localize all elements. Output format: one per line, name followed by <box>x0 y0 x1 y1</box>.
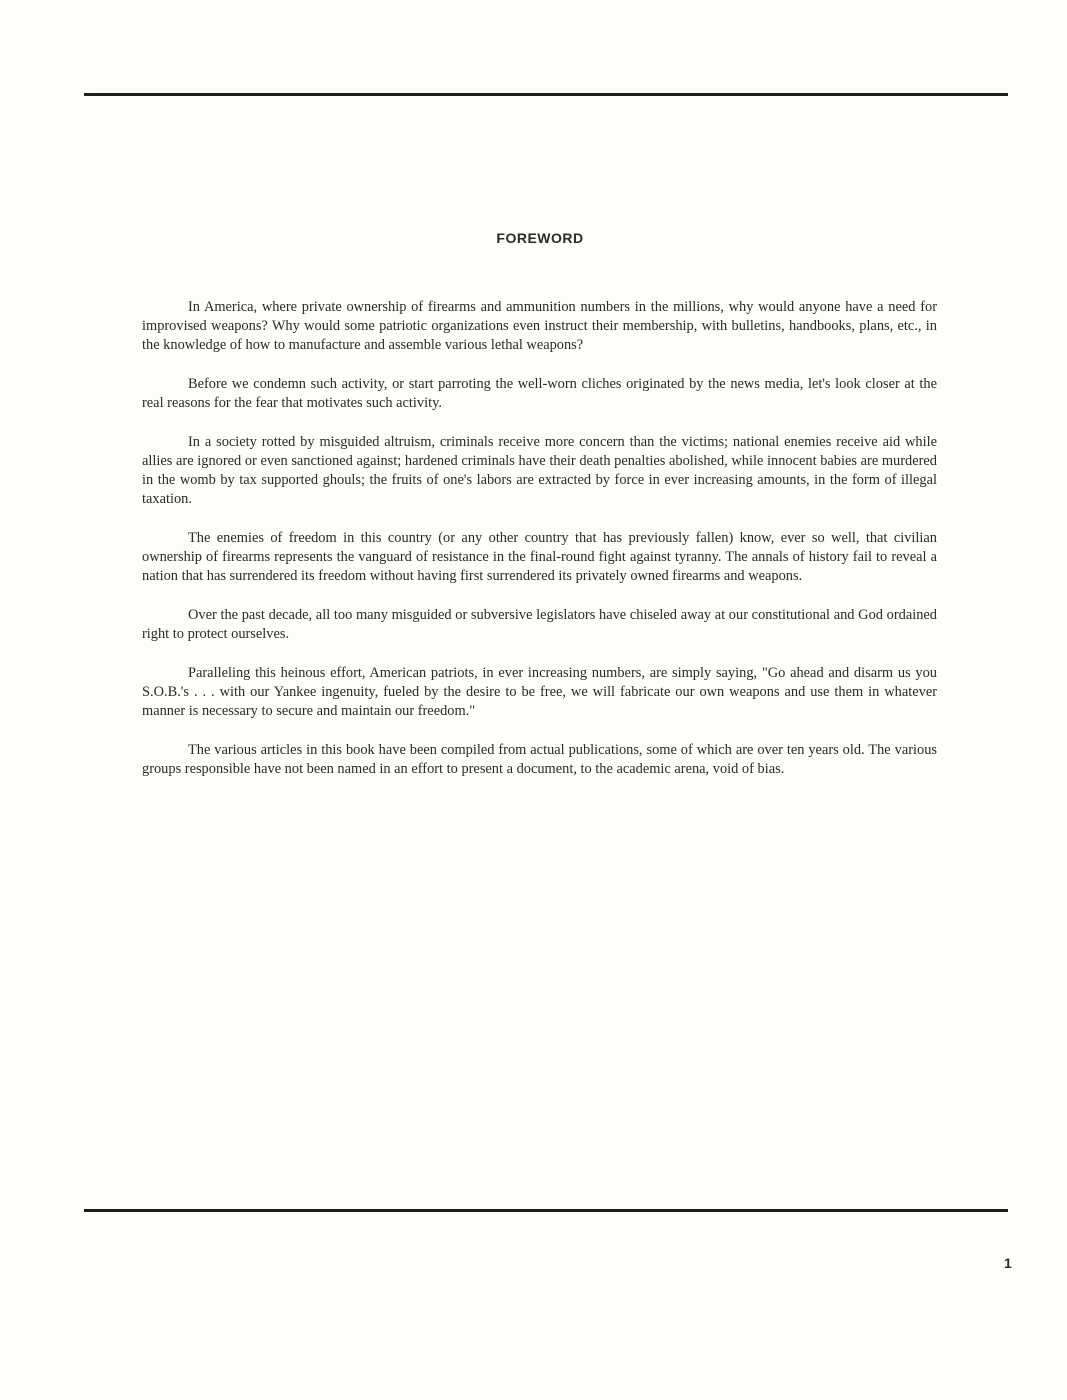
body-text <box>142 298 937 799</box>
paragraph: In a society rotted by misguided altruism, criminals receive more concern than the victims; national enemies receive aid while allies are ignored or even sanctioned against; hardened criminals have their death penalties abolished, while innocent babies are murdered in the womb by tax supported ghouls; the fruits of one's labors are extracted by force in ever increasing amounts, in the form of illegal taxation. <box>142 434 937 507</box>
paragraph: The various articles in this book have been compiled from actual publications, some of which are over ten years old. The various groups responsible have not been named in an effort to present a document, to the academic arena, void of bias. <box>142 742 937 777</box>
bottom-rule <box>84 1209 1008 1212</box>
top-rule <box>84 93 1008 96</box>
paragraph: Paralleling this heinous effort, American patriots, in ever increasing numbers, are simply saying, "Go ahead and disarm us you S.O.B.'s . . . with our Yankee ingenuity, fueled by the desire to be free, we will fabricate our own weapons and use them in whatever manner is necessary to secure and maintain our freedom." <box>142 665 937 719</box>
paragraph: In America, where private ownership of firearms and ammunition numbers in the millions, why would anyone have a need for improvised weapons? Why would some patriotic organizations even instruct their membership, with bulletins, handbooks, plans, etc., in the knowledge of how to manufacture and assemble various lethal weapons? <box>142 299 937 353</box>
paragraph: The enemies of freedom in this country (or any other country that has previously fallen) know, ever so well, that civilian ownership of firearms represents the vanguard of resistance in the final-round fight against tyranny. The annals of history fail to reveal a nation that has surrendered its freedom without having first surrendered its privately owned firearms and weapons. <box>142 530 937 584</box>
paragraph: Before we condemn such activity, or start parroting the well-worn cliches originated by the news media, let's look closer at the real reasons for the fear that motivates such activity. <box>142 376 937 411</box>
page-title: FOREWORD <box>496 230 584 246</box>
paragraph: Over the past decade, all too many misguided or subversive legislators have chiseled away at our constitutional and God ordained right to protect ourselves. <box>142 607 937 642</box>
page-number: 1 <box>1004 1255 1012 1271</box>
